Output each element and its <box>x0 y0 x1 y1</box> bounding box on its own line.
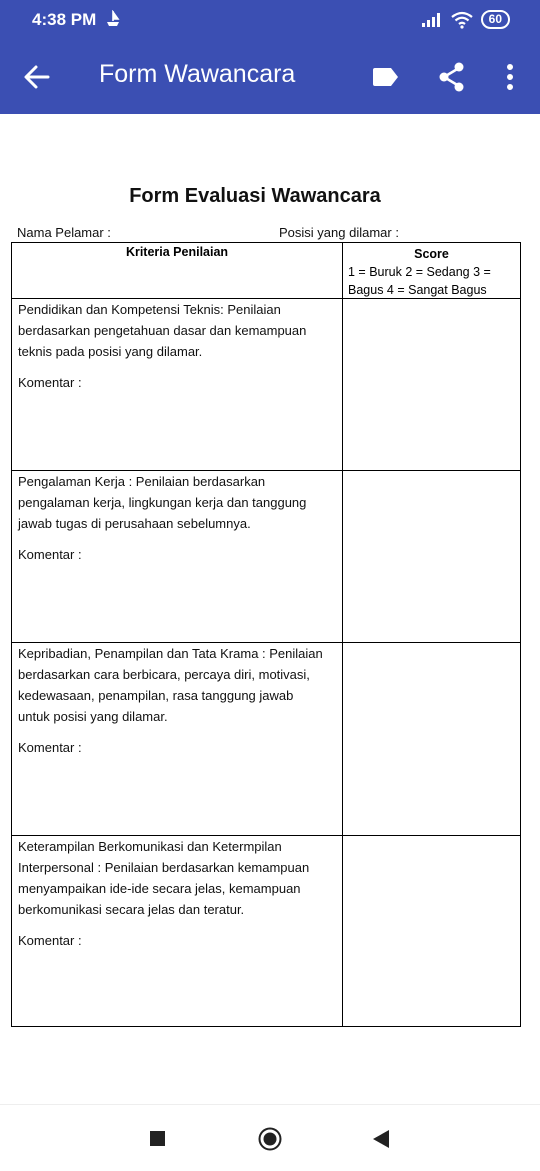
app-title: Form Wawancara <box>99 60 296 88</box>
navigation-bar <box>0 1104 540 1171</box>
share-icon[interactable] <box>437 61 467 93</box>
comment-label: Komentar : <box>18 933 82 948</box>
row-text: jawab tugas di perusahaan sebelumnya. <box>18 516 251 531</box>
comment-label: Komentar : <box>18 740 82 755</box>
row-text: kedewasaan, penampilan, rasa tanggung jawab <box>18 688 294 703</box>
header-score-cell <box>343 245 520 299</box>
row-text: Keterampilan Berkomunikasi dan Ketermpilan <box>18 839 282 854</box>
row-text: untuk posisi yang dilamar. <box>18 709 168 724</box>
home-circle-icon[interactable] <box>258 1127 282 1151</box>
name-label: Nama Pelamar : <box>17 225 111 240</box>
label-icon[interactable] <box>372 66 400 88</box>
document-view[interactable] <box>0 114 540 1104</box>
row-text: Interpersonal : Penilaian berdasarkan kemampuan <box>18 860 310 875</box>
row-text: berkomunikasi secara jelas dan teratur. <box>18 902 245 917</box>
row-text: teknis pada posisi yang dilamar. <box>18 344 203 359</box>
row-text: menyampaikan ide-ide secara jelas, kemampuan <box>18 881 301 896</box>
app-bar <box>0 40 540 114</box>
row-text: Kepribadian, Penampilan dan Tata Krama : Penilaian <box>18 646 323 661</box>
criteria-row-4 <box>18 836 338 951</box>
criteria-row-1 <box>18 299 338 393</box>
criteria-row-3 <box>18 643 338 758</box>
more-vert-icon[interactable] <box>500 62 520 92</box>
score-scale-line1: 1 = Buruk 2 = Sedang 3 = <box>348 265 491 279</box>
status-bar <box>0 0 540 40</box>
row-text: pengalaman kerja, lingkungan kerja dan tanggung <box>18 495 307 510</box>
row-text: berdasarkan pengetahuan dasar dan kemampuan <box>18 323 307 338</box>
criteria-row-2 <box>18 471 338 565</box>
score-scale-line2: Bagus 4 = Sangat Bagus <box>348 283 487 297</box>
row-text: Pendidikan dan Kompetensi Teknis: Penilaian <box>18 302 281 317</box>
status-time: 4:38 PM <box>32 10 97 29</box>
comment-label: Komentar : <box>18 547 82 562</box>
header-score: Score <box>414 247 449 261</box>
header-criteria: Kriteria Penilaian <box>125 245 229 259</box>
column-divider <box>342 243 343 1026</box>
boat-notification-icon <box>106 10 120 28</box>
back-arrow-icon[interactable] <box>22 62 52 92</box>
signal-icon <box>421 12 443 28</box>
wifi-icon <box>451 11 473 29</box>
comment-label: Komentar : <box>18 375 82 390</box>
row-text: Pengalaman Kerja : Penilaian berdasarkan <box>18 474 266 489</box>
row-text: berdasarkan cara berbicara, percaya diri, motivasi, <box>18 667 310 682</box>
battery-icon: 60 <box>481 10 510 29</box>
document-title: Form Evaluasi Wawancara <box>129 185 381 207</box>
position-label: Posisi yang dilamar : <box>279 225 399 240</box>
recents-square-icon[interactable] <box>150 1131 165 1146</box>
status-icons <box>421 10 510 29</box>
evaluation-table <box>11 242 521 1027</box>
back-triangle-icon[interactable] <box>372 1129 390 1149</box>
